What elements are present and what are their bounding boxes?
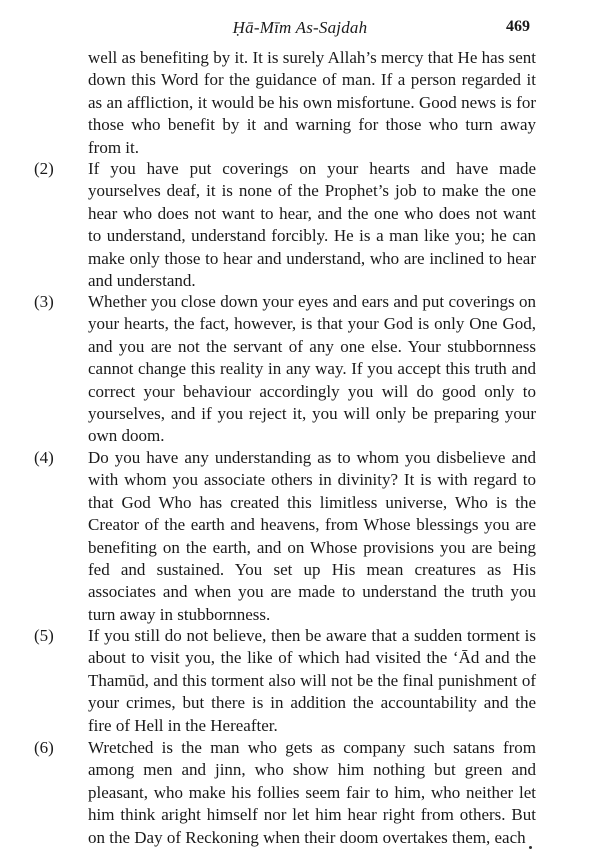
footnote-text: If you still do not believe, then be aware that a sudden torment is about to visit you, the like of which had visited the ‘Ād and the Thamūd, and this torment also will not be the final punishment of your crimes, but there is in addition the accountability and the fire of Hell in the Hereafter. (88, 626, 536, 735)
footnote-text: If you have put coverings on your hearts and have made yourselves deaf, it is none of the Prophet’s job to make the one hear who does not want to hear, and the one who does not want to understand, understand forcibly. He is a man like you; he can make only those to hear and understand, who are inclined to hear and understand. (88, 159, 536, 291)
running-head (0, 16, 600, 42)
continued-paragraph: well as benefiting by it. It is surely Allah’s mercy that He has sent down this Word for the guidance of man. If a person regarded it as an affliction, it would be his own misfortune. Good news is for those who benefit by it and warning for those who turn away from it. (88, 48, 536, 157)
footnote-text: Wretched is the man who gets as company such satans from among men and jinn, who show him nothing but green and pleasant, who make his follies seem fair to him, who neither let him think aright himself nor let him hear right from others. But on the Day of Reckoning when their doom overtakes them, each (88, 738, 536, 847)
footnote-text: Do you have any understanding as to whom you disbelieve and with whom you associate others in divinity? It is with regard to that God Who has created this limitless universe, Who is the Creator of the earth and heavens, from Whose blessings you are benefiting on the earth, and on Whose provisions you are being fed and sustained. You set up His mean creatures as His associates and when you are made to understand the truth you turn away in stubbornness. (88, 448, 536, 624)
page-number: 469 (506, 18, 530, 35)
footnote-text: Whether you close down your eyes and ears and put coverings on your hearts, the fact, however, is that your God is only One God, and you are not the servant of any one else. Your stubbornness cannot change this reality in any way. If you accept this truth and correct your behaviour accordingly you will do good only to yourselves, and if you reject it, you will only be preparing your own doom. (88, 292, 536, 446)
footnote-number: (2) (34, 159, 54, 178)
chapter-title: Ḥā-Mīm As-Sajdah (232, 18, 368, 37)
footnote-number: (3) (34, 292, 54, 311)
footnote-number: (5) (34, 626, 54, 645)
footnote-number: (4) (34, 448, 54, 467)
print-speck (529, 846, 532, 849)
footnote-number: (6) (34, 738, 54, 757)
